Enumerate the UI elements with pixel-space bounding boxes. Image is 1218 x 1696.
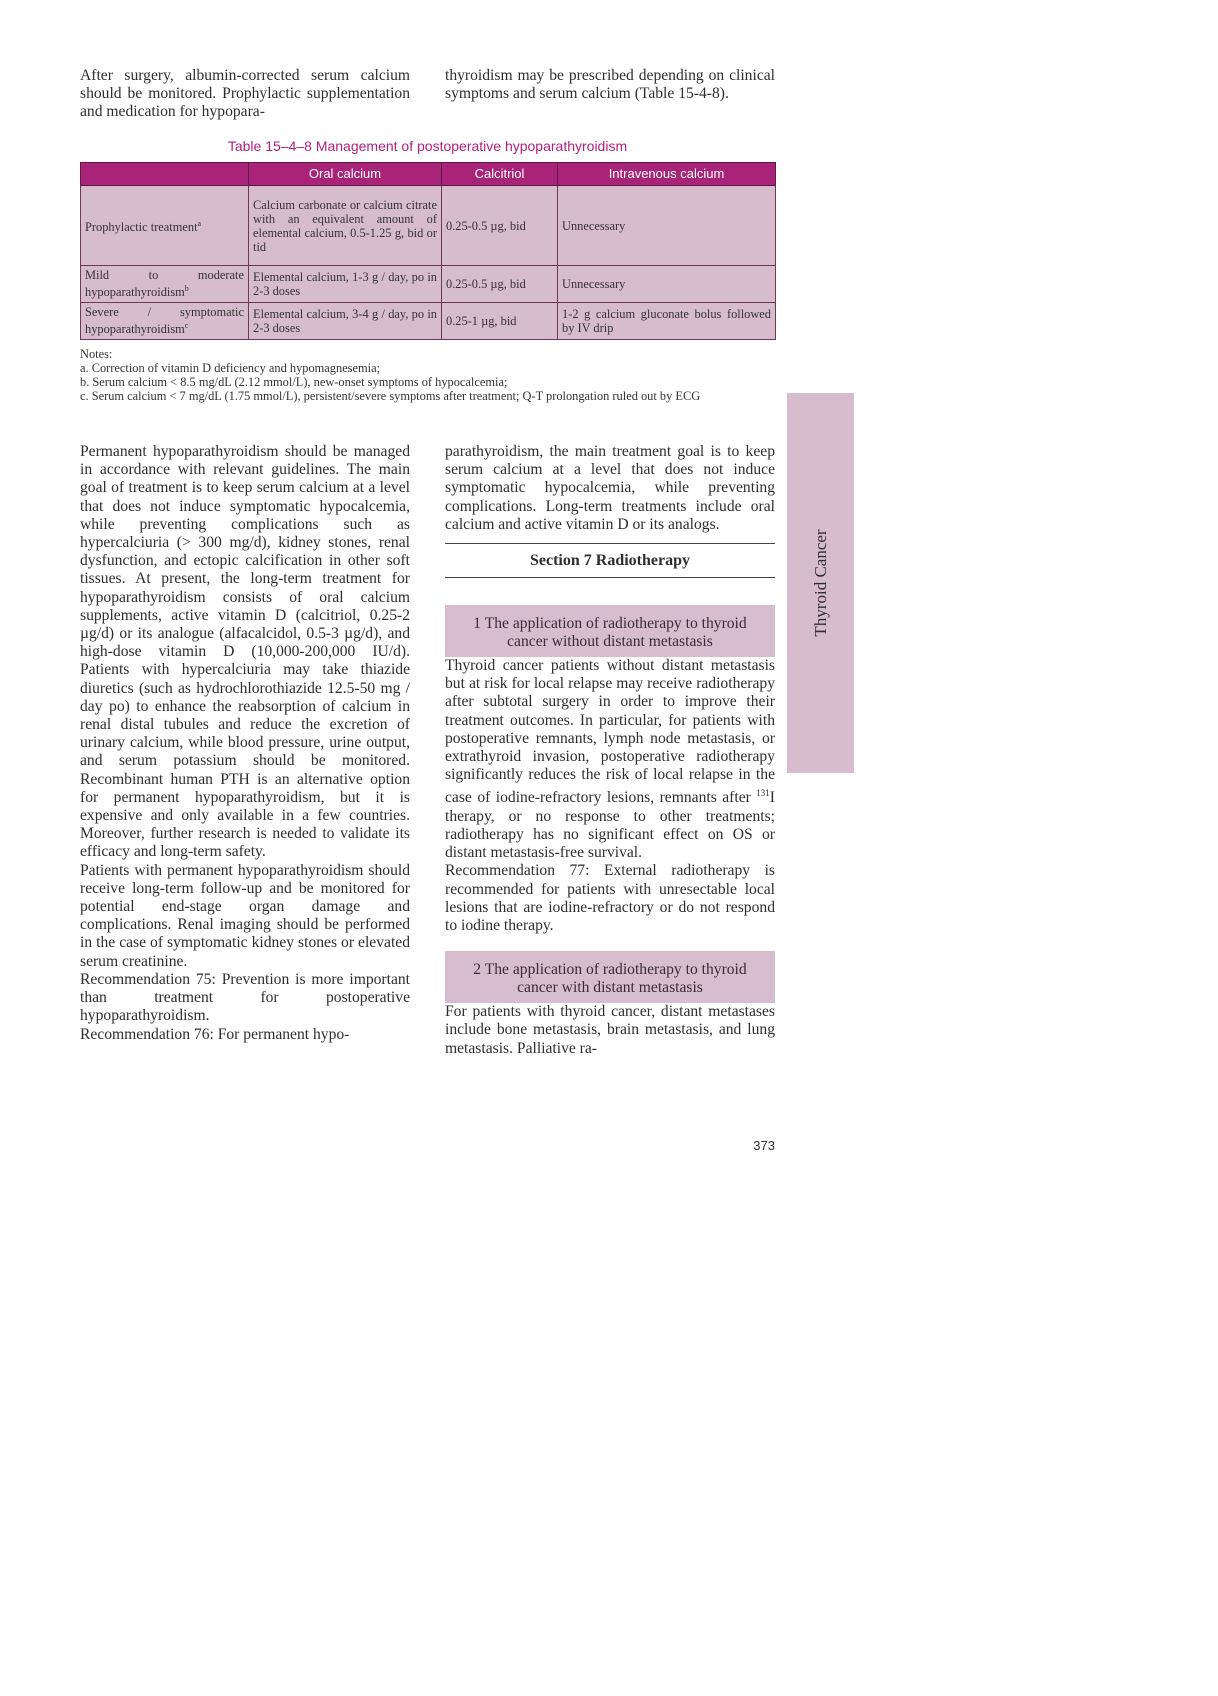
table-cell: Unnecessary: [558, 266, 776, 303]
recommendation-77: Recommendation 77: External radiotherapy is recommended for patients with unresectable local lesions that are iodine-refractory or do not respond to iodine therapy.: [445, 862, 775, 935]
table-header-row: [81, 163, 776, 186]
paragraph: For patients with thyroid cancer, distant metastases include bone metastasis, brain metastasis, and lung metastasis. Palliative ra-: [445, 1003, 775, 1057]
table-row: [81, 303, 776, 340]
isotope-mass-number: 131: [756, 788, 770, 799]
subsection-heading-2: 2 The application of radiotherapy to thyroid cancer with distant metastasis: [445, 951, 775, 1003]
recommendation-76: Recommendation 76: For permanent hypo-: [80, 1025, 350, 1043]
paragraph: parathyroidism, the main treatment goal is to keep serum calcium at a level that does not induce symptomatic hypocalcemia, while preventing complications. Long-term treatments include oral calcium and active vitamin D or its analogs.: [445, 443, 775, 533]
notes-title: Notes:: [80, 347, 113, 361]
note-item: b. Serum calcium < 8.5 mg/dL (2.12 mmol/L), new-onset symptoms of hypocalcemia;: [80, 375, 508, 389]
footnote-mark: c: [184, 321, 189, 331]
table-cell: 1-2 g calcium gluconate bolus followed by IV drip: [558, 303, 776, 340]
management-table: [80, 162, 776, 340]
paragraph: thyroidism may be prescribed depending on clinical symptoms and serum calcium (Table 15-4-8).: [445, 67, 775, 103]
table-header-cell: [81, 163, 249, 186]
table-cell: 0.25-0.5 µg, bid: [442, 186, 558, 266]
chapter-tab-label: Thyroid Cancer: [810, 529, 830, 637]
paragraph: Permanent hypoparathyroidism should be managed in accordance with relevant guidelines. The main goal of treatment is to keep serum calcium at a level that does not induce symptomatic hypocalcemia, while preventing complications such as hypercalciuria (> 300 mg/d), kidney stones, renal dysfunction, and ectopic calcification in other soft tissues. At present, the long-term treatment for hypoparathyroidism consists of oral calcium supplements, active vitamin D (calcitriol, 0.25-2 µg/d) or its analogue (alfacalcidol, 0.5-3 µg/d), and high-dose vitamin D (10,000-200,000 IU/d). Patients with hypercalciuria may take thiazide diuretics (such as hydrochlorothiazide 12.5-50 mg / day po) to enhance the reabsorption of calcium in renal distal tubules and reduce the excretion of urinary calcium, while blood pressure, urine output, and serum potassium should be monitored. Recombinant human PTH is an alternative option for permanent hypoparathyroidism, but it is expensive and only available in a few countries. Moreover, further research is needed to validate its efficacy and long-term safety.: [80, 443, 410, 861]
table-cell: 0.25-0.5 µg, bid: [442, 266, 558, 303]
row-label: Severe / symptomatic hypoparathyroidism$^c$: [81, 303, 249, 340]
left-column: [80, 443, 410, 1044]
table-header-cell: Oral calcium: [249, 163, 442, 186]
table-cell: 0.25-1 µg, bid: [442, 303, 558, 340]
table-header-cell: Intravenous calcium: [558, 163, 776, 186]
footnote-mark: a: [197, 218, 202, 228]
note-item: c. Serum calcium < 7 mg/dL (1.75 mmol/L), persistent/severe symptoms after treatment; Q-T prolongation ruled out by ECG: [80, 389, 701, 403]
table-cell: Unnecessary: [558, 186, 776, 266]
note-item: a. Correction of vitamin D deficiency and hypomagnesemia;: [80, 361, 381, 375]
paragraph: Patients with permanent hypoparathyroidism should receive long-term follow-up and be monitored for potential end-stage organ damage and complications. Renal imaging should be performed in the case of symptomatic kidney stones or elevated serum creatinine.: [80, 861, 410, 970]
table-header-cell: Calcitriol: [442, 163, 558, 186]
chapter-side-tab: [787, 393, 854, 773]
table-cell: Elemental calcium, 1-3 g / day, po in 2-3 doses: [249, 266, 442, 303]
section-heading: Section 7 Radiotherapy: [445, 544, 775, 578]
top-right-column: [445, 67, 775, 103]
table-notes: [80, 347, 775, 403]
top-left-column: [80, 67, 410, 122]
recommendation-75: Recommendation 75: Prevention is more important than treatment for postoperative hypoparathyroidism.: [80, 970, 410, 1025]
table-row: [81, 266, 776, 303]
page-number: 373: [753, 1138, 775, 1153]
table-row: [81, 186, 776, 266]
subsection-heading-1: 1 The application of radiotherapy to thyroid cancer without distant metastasis: [445, 605, 775, 657]
table-cell: Calcium carbonate or calcium citrate with an equivalent amount of elemental calcium, 0.5-1.25 g, bid or tid: [249, 186, 442, 266]
row-label: Prophylactic treatment$^a$: [81, 186, 249, 266]
right-column: [445, 443, 775, 1058]
row-label: Mild to moderate hypoparathyroidism$^b$: [81, 266, 249, 303]
footnote-mark: b: [184, 284, 189, 294]
table-cell: Elemental calcium, 3-4 g / day, po in 2-3 doses: [249, 303, 442, 340]
table-caption: Table 15–4–8 Management of postoperative hypoparathyroidism: [227, 138, 628, 154]
paragraph: Thyroid cancer patients without distant metastasis but at risk for local relapse may receive radiotherapy after subtotal surgery in order to improve their treatment outcomes. In particular, for patients with postoperative remnants, lymph node metastasis, or extrathyroid invasion, postoperative radiotherapy significantly reduces the risk of local relapse in the case of iodine-refractory lesions, remnants after $^{131}$I therapy, or no response to other treatments; radiotherapy has no significant effect on OS or distant metastasis-free survival.: [445, 657, 775, 862]
paragraph: After surgery, albumin-corrected serum calcium should be monitored. Prophylactic supplementation and medication for hypopara-: [80, 67, 410, 121]
